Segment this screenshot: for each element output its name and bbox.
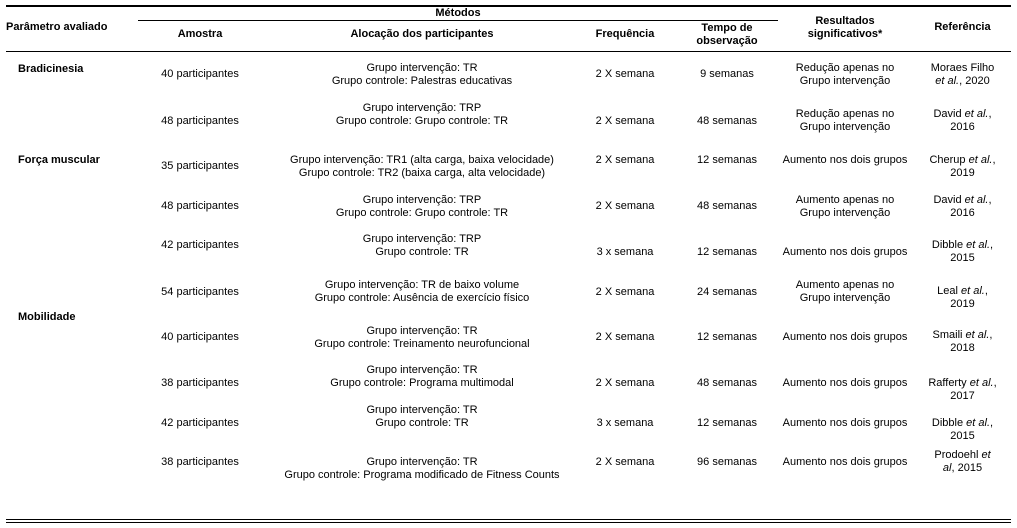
resultados-line1: Redução apenas no (795, 108, 895, 120)
cell-frequencia: 2 X semana (595, 456, 655, 468)
referencia-year: , 2015 (951, 462, 983, 474)
referencia-comma: , (990, 417, 994, 429)
alocacao-line2: Grupo controle: Grupo controle: TR (335, 115, 509, 127)
referencia-comma: , (992, 154, 996, 166)
referencia-al: al (942, 462, 952, 474)
referencia-etal: et al. (966, 239, 991, 251)
cell-alocacao (262, 364, 582, 390)
cell-amostra: 42 participantes (161, 239, 239, 251)
cell-referencia (915, 194, 1010, 220)
alocacao-line2: Grupo controle: Programa multimodal (330, 377, 514, 389)
cell-resultados (780, 246, 910, 259)
resultados-line1: Aumento nos dois grupos (782, 331, 908, 343)
cell-resultados (780, 456, 910, 469)
referencia-year: 2017 (950, 390, 975, 402)
alocacao-line1: Grupo intervenção: TR (366, 364, 478, 376)
cell-referencia (915, 377, 1010, 403)
referencia-author: Dibble (931, 239, 967, 251)
cell-frequencia: 2 X semana (595, 115, 655, 127)
cell-amostra: 54 participantes (161, 286, 239, 298)
header-parametro: Parâmetro avaliado (6, 21, 108, 33)
cell-frequencia: 2 X semana (595, 200, 655, 212)
alocacao-line1: Grupo intervenção: TR (366, 456, 478, 468)
referencia-comma: , (984, 285, 988, 297)
cell-alocacao (262, 233, 582, 259)
resultados-line1: Aumento apenas no (795, 279, 895, 291)
resultados-line2: Grupo intervenção (799, 292, 891, 304)
cell-referencia (915, 329, 1010, 355)
header-frequencia: Frequência (595, 28, 655, 40)
cell-alocacao (262, 404, 582, 430)
resultados-line1: Aumento nos dois grupos (782, 377, 908, 389)
referencia-author: Dibble (931, 417, 967, 429)
referencia-author: Rafferty (928, 377, 970, 389)
alocacao-line1: Grupo intervenção: TR (366, 404, 478, 416)
referencia-author: David (933, 194, 965, 206)
cell-tempo: 48 semanas (697, 200, 757, 212)
cell-resultados (780, 279, 910, 305)
referencia-author: Cherup (929, 154, 969, 166)
alocacao-line1: Grupo intervenção: TRP (362, 233, 482, 245)
cell-resultados (780, 154, 910, 167)
referencia-author: Leal (937, 285, 961, 297)
bottom-rule-1 (6, 519, 1011, 520)
referencia-etal: et al. (966, 417, 991, 429)
cell-tempo: 12 semanas (697, 246, 757, 258)
alocacao-line2: Grupo controle: Treinamento neurofuncional (314, 338, 530, 350)
cell-frequencia: 3 x semana (596, 417, 654, 429)
cell-referencia (915, 449, 1010, 475)
alocacao-line2: Grupo controle: Programa modificado de Fitness Counts (284, 469, 560, 481)
cell-amostra: 40 participantes (161, 68, 239, 80)
cell-tempo: 12 semanas (697, 154, 757, 166)
resultados-line1: Aumento apenas no (795, 194, 895, 206)
referencia-comma: , (989, 329, 993, 341)
referencia-comma: , (988, 194, 992, 206)
cell-alocacao (262, 154, 582, 180)
cell-tempo: 12 semanas (697, 417, 757, 429)
cell-resultados (780, 331, 910, 344)
referencia-etal: et al. (965, 329, 990, 341)
cell-tempo: 9 semanas (700, 68, 754, 80)
referencia-comma: , (990, 239, 994, 251)
referencia-year: 2019 (950, 167, 975, 179)
resultados-line2: Grupo intervenção (799, 121, 891, 133)
cell-tempo: 48 semanas (697, 115, 757, 127)
cell-resultados (780, 417, 910, 430)
referencia-year: , 2020 (959, 75, 990, 87)
alocacao-line2: Grupo controle: TR (375, 417, 469, 429)
cell-frequencia: 2 X semana (595, 68, 655, 80)
alocacao-line1: Grupo intervenção: TR de baixo volume (324, 279, 520, 291)
cell-resultados (780, 108, 910, 134)
resultados-line1: Aumento nos dois grupos (782, 246, 908, 258)
cell-frequencia: 3 x semana (596, 246, 654, 258)
cell-referencia (915, 285, 1010, 311)
cell-tempo: 12 semanas (697, 331, 757, 343)
alocacao-line2: Grupo controle: Ausência de exercício físico (314, 292, 530, 304)
cell-frequencia: 2 X semana (595, 331, 655, 343)
param-forca-muscular: Força muscular (18, 154, 100, 166)
resultados-line1: Aumento nos dois grupos (782, 417, 908, 429)
header-tempo-line2: observação (696, 35, 758, 47)
cell-amostra: 38 participantes (161, 377, 239, 389)
cell-alocacao (262, 279, 582, 305)
referencia-year: 2016 (950, 121, 975, 133)
referencia-author: Prodoehl (934, 449, 982, 461)
header-tempo-line1: Tempo de (701, 22, 753, 34)
cell-amostra: 48 participantes (161, 115, 239, 127)
cell-alocacao (262, 62, 582, 88)
cell-amostra: 35 participantes (161, 160, 239, 172)
header-metodos: Métodos (435, 7, 481, 19)
alocacao-line1: Grupo intervenção: TRP (362, 102, 482, 114)
referencia-year: 2015 (950, 430, 975, 442)
alocacao-line1: Grupo intervenção: TR (366, 62, 478, 74)
cell-amostra: 38 participantes (161, 456, 239, 468)
referencia-year: 2019 (950, 298, 975, 310)
cell-alocacao (262, 325, 582, 351)
header-amostra: Amostra (177, 28, 223, 40)
cell-resultados (780, 377, 910, 390)
header-resultados-line2: significativos* (807, 28, 883, 40)
cell-amostra: 42 participantes (161, 417, 239, 429)
referencia-author: David (933, 108, 965, 120)
cell-resultados (780, 62, 910, 88)
cell-referencia (915, 239, 1010, 265)
referencia-comma: , (993, 377, 997, 389)
cell-frequencia: 2 X semana (595, 377, 655, 389)
header-alocacao: Alocação dos participantes (350, 28, 494, 40)
referencia-etal: et al. (968, 154, 993, 166)
cell-tempo: 24 semanas (697, 286, 757, 298)
cell-alocacao (262, 194, 582, 220)
cell-amostra: 48 participantes (161, 200, 239, 212)
cell-alocacao (262, 102, 582, 128)
alocacao-line1: Grupo intervenção: TR1 (alta carga, baixa velocidade) (290, 154, 554, 166)
alocacao-line2: Grupo controle: TR (375, 246, 469, 258)
alocacao-line1: Grupo intervenção: TR (366, 325, 478, 337)
referencia-etal: et (981, 449, 991, 461)
referencia-etal: et al. (964, 108, 989, 120)
cell-referencia (915, 62, 1010, 88)
header-tempo (672, 22, 782, 48)
cell-tempo: 48 semanas (697, 377, 757, 389)
resultados-line1: Aumento nos dois grupos (782, 456, 908, 468)
alocacao-line2: Grupo controle: TR2 (baixa carga, alta velocidade) (298, 167, 546, 179)
alocacao-line1: Grupo intervenção: TRP (362, 194, 482, 206)
cell-frequencia: 2 X semana (595, 154, 655, 166)
referencia-year: 2018 (950, 342, 975, 354)
resultados-line2: Grupo intervenção (799, 207, 891, 219)
referencia-etal: et al. (969, 377, 994, 389)
referencia-author: Smaili (932, 329, 966, 341)
param-mobilidade: Mobilidade (18, 311, 76, 323)
referencia-year: 2016 (950, 207, 975, 219)
cell-referencia (915, 154, 1010, 180)
cell-referencia (915, 417, 1010, 443)
resultados-line1: Redução apenas no (795, 62, 895, 74)
referencia-comma: , (988, 108, 992, 120)
cell-amostra: 40 participantes (161, 331, 239, 343)
cell-tempo: 96 semanas (697, 456, 757, 468)
referencia-etal: et al. (960, 285, 985, 297)
cell-alocacao (262, 456, 582, 482)
resultados-line1: Aumento nos dois grupos (782, 154, 908, 166)
header-resultados (780, 15, 910, 41)
alocacao-line2: Grupo controle: Palestras educativas (331, 75, 513, 87)
referencia-year: 2015 (950, 252, 975, 264)
bottom-rule-2 (6, 522, 1011, 523)
header-resultados-line1: Resultados (815, 15, 875, 27)
header-bottom-rule (6, 51, 1011, 52)
resultados-line2: Grupo intervenção (799, 75, 891, 87)
methods-rule (138, 20, 778, 21)
cell-referencia (915, 108, 1010, 134)
cell-resultados (780, 194, 910, 220)
referencia-etal: et al. (935, 75, 960, 87)
cell-frequencia: 2 X semana (595, 286, 655, 298)
header-referencia: Referência (934, 21, 991, 33)
param-bradicinesia: Bradicinesia (18, 63, 84, 75)
referencia-etal: et al. (964, 194, 989, 206)
referencia-author: Moraes Filho (930, 62, 995, 74)
alocacao-line2: Grupo controle: Grupo controle: TR (335, 207, 509, 219)
